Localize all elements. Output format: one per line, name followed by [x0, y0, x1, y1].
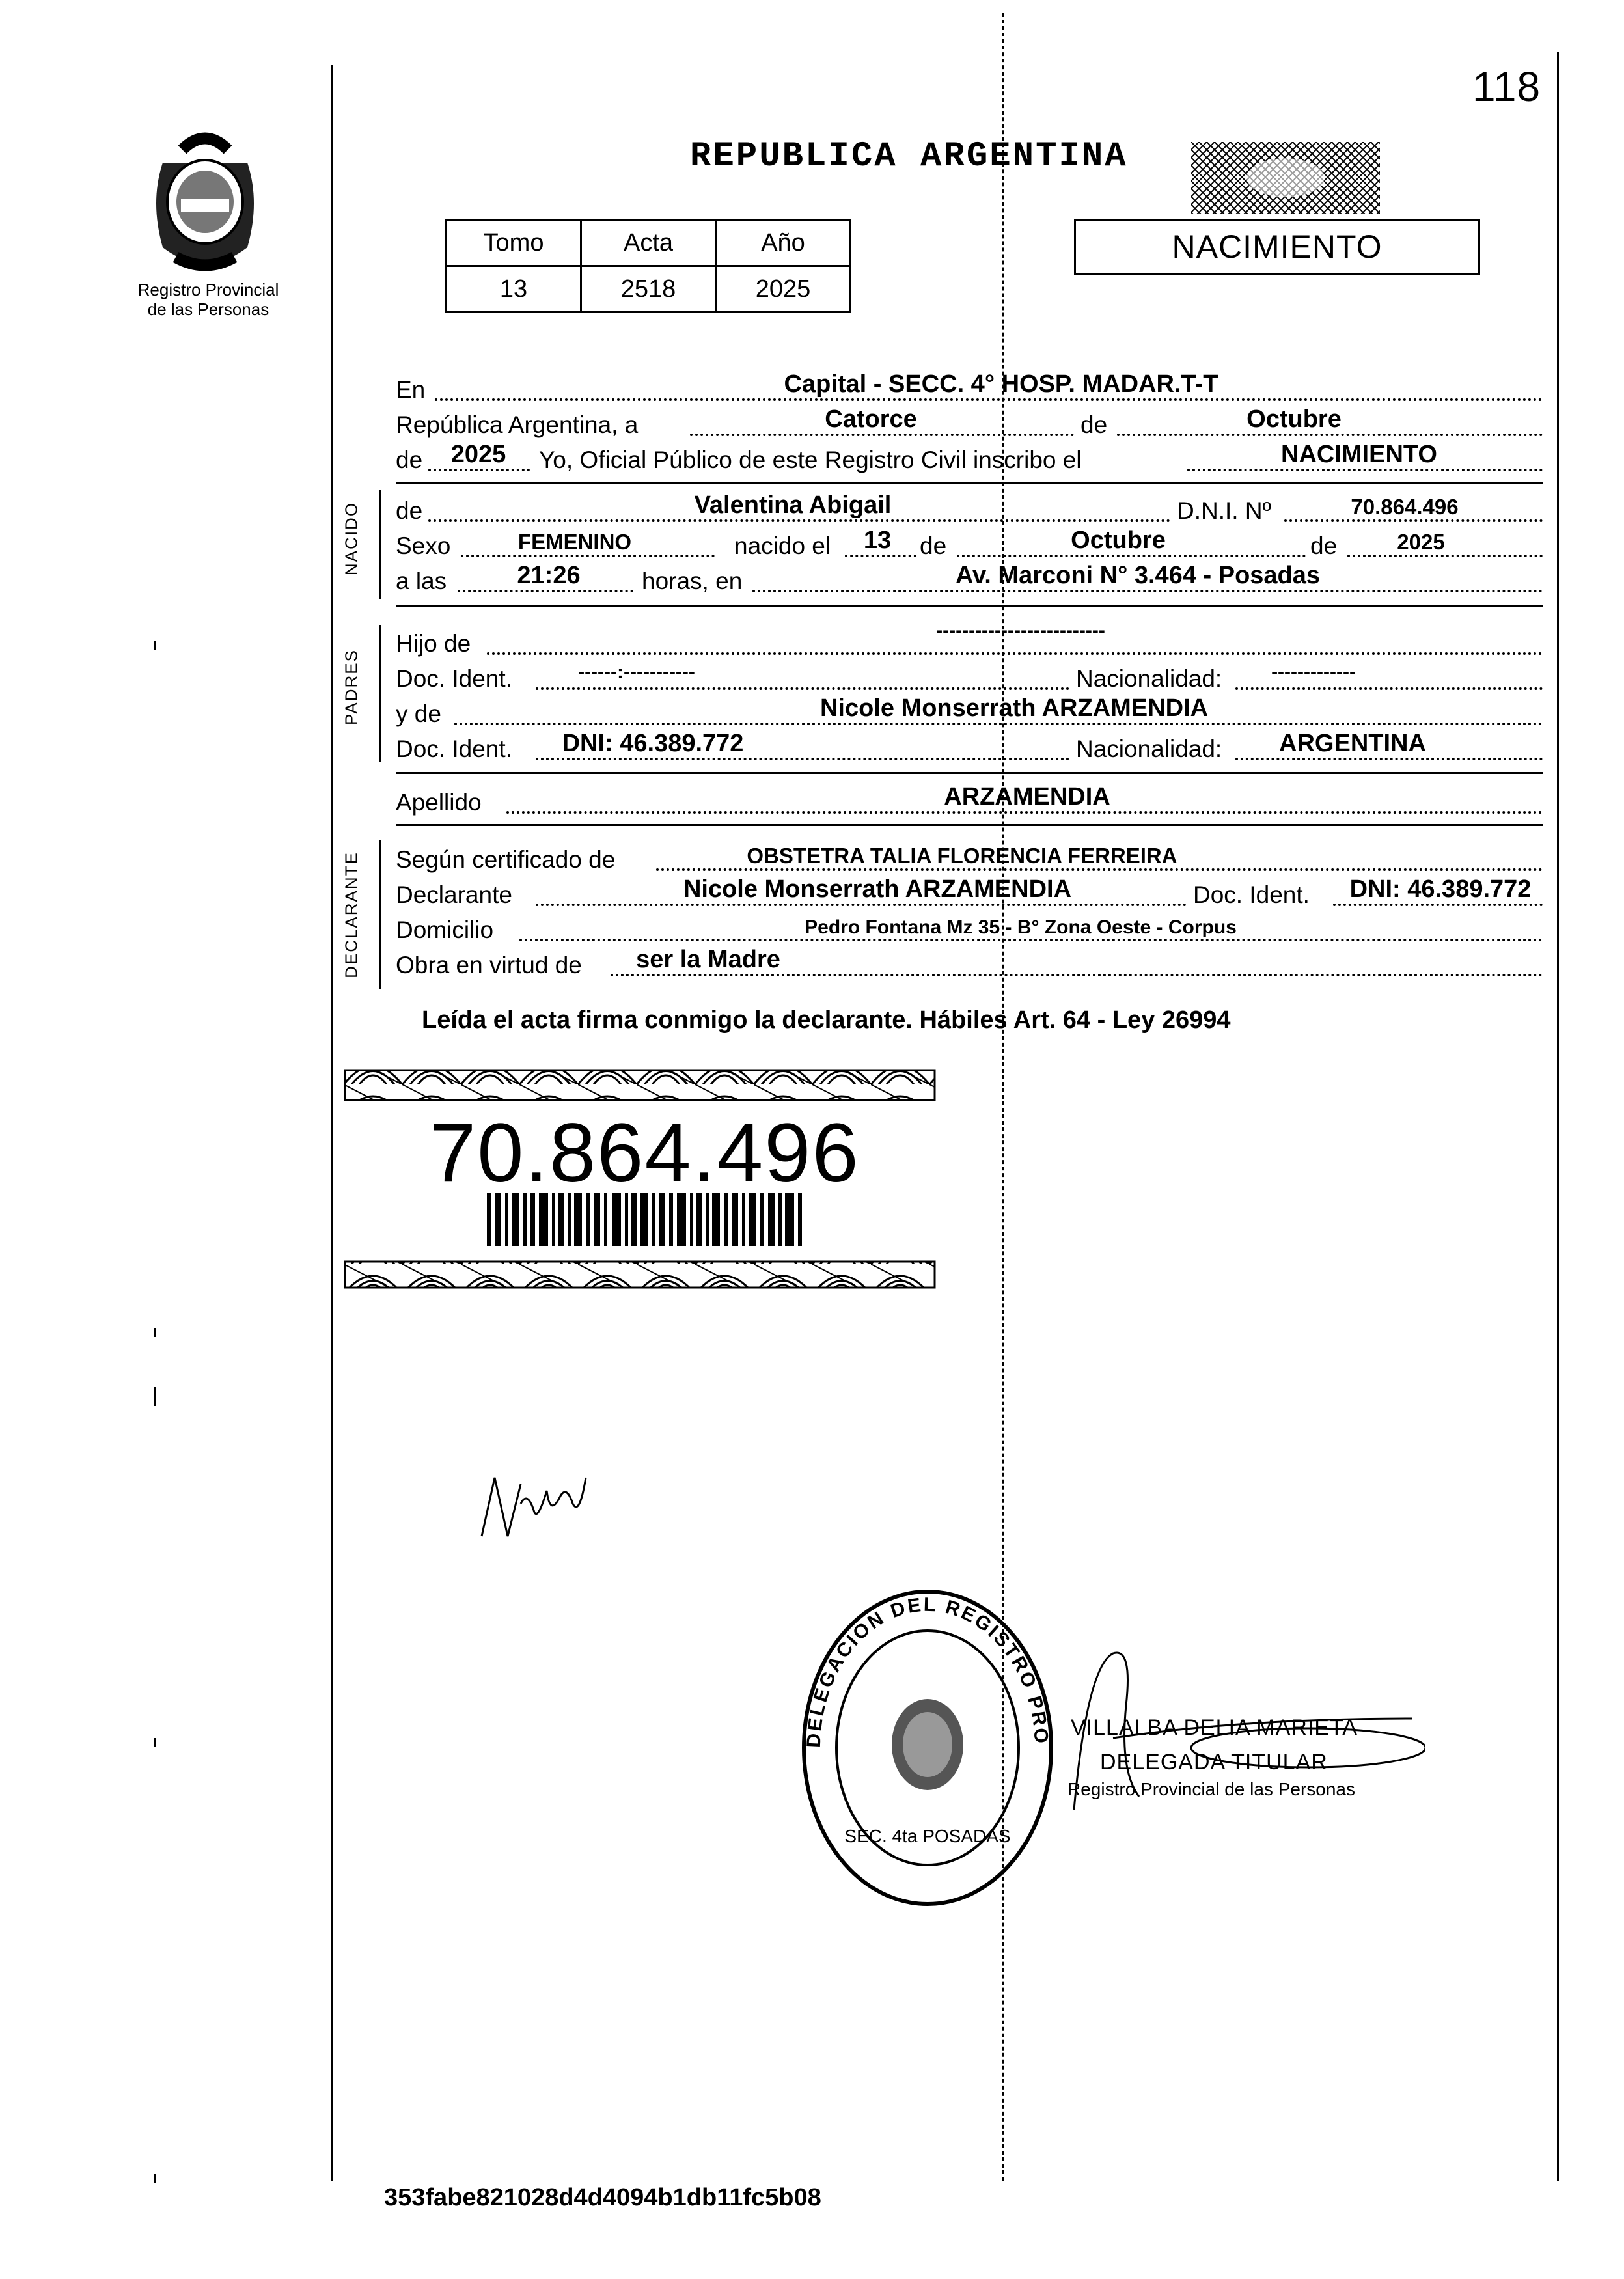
dotted-line — [845, 555, 916, 557]
row-obra — [396, 945, 1543, 982]
dotted-line — [1284, 519, 1543, 522]
de-label: de — [1080, 411, 1108, 438]
row-en — [396, 370, 1543, 406]
declarant-signature-icon — [475, 1465, 592, 1543]
dotted-line — [458, 590, 633, 592]
dotted-line — [1187, 469, 1543, 471]
acta-value: 2518 — [581, 266, 716, 312]
row-declarante — [396, 875, 1543, 911]
sexo-value: FEMENINO — [517, 530, 632, 554]
section-bar — [379, 840, 381, 989]
nacido-anio: 2025 — [1397, 530, 1445, 554]
nacido-label: nacido el — [734, 532, 831, 559]
hijo-label: Hijo de — [396, 630, 471, 657]
divider — [396, 605, 1543, 607]
nac2-label: Nacionalidad: — [1076, 736, 1222, 762]
row-domicilio — [396, 910, 1543, 946]
book-table-header-row — [447, 220, 851, 266]
divider — [396, 482, 1543, 484]
anio-value: 2025 — [716, 266, 851, 312]
acta-header: Acta — [581, 220, 716, 266]
certificado-value: OBSTETRA TALIA FLORENCIA FERREIRA — [747, 844, 1177, 868]
row-fecha — [396, 405, 1543, 441]
dotted-line — [454, 723, 1543, 725]
row-apellido — [396, 782, 1543, 819]
dotted-line — [1235, 687, 1543, 690]
dia-value: Catorce — [825, 406, 917, 433]
row-doc2 — [396, 729, 1543, 766]
dotted-line — [536, 758, 1069, 760]
book-table-value-row — [447, 266, 851, 312]
closing-text: Leída el acta firma conmigo la declarante. Hábiles Art. 64 - Ley 26994 — [422, 1006, 1231, 1034]
anio-value: 2025 — [450, 441, 506, 468]
inscribo-label: Yo, Oficial Público de este Registro Civil inscribo el — [539, 447, 1082, 473]
dotted-line — [519, 939, 1543, 941]
domicilio-value: Pedro Fontana Mz 35 - B° Zona Oeste - Corpus — [805, 917, 1237, 938]
tomo-value: 13 — [447, 266, 581, 312]
margin-mark — [154, 2174, 156, 2183]
row-hijo — [396, 620, 1543, 660]
dotted-line — [506, 811, 1543, 814]
official-org: Registro Provincial de las Personas — [1067, 1779, 1355, 1799]
nombre-label: de — [396, 497, 423, 524]
dotted-line — [435, 398, 1543, 401]
decl-doc-value: DNI: 46.389.772 — [1349, 876, 1532, 903]
country-title: REPUBLICA ARGENTINA — [690, 137, 1128, 176]
registry-name-line1: Registro Provincial — [137, 280, 279, 299]
hijo-value: -------------------------- — [936, 620, 1105, 641]
republica-label: República Argentina, a — [396, 411, 639, 438]
dotted-line — [428, 469, 530, 471]
nacido-dia: 13 — [863, 527, 892, 554]
row-doc1 — [396, 659, 1543, 695]
section-bar — [379, 625, 381, 762]
security-watermark-icon — [1191, 142, 1380, 214]
row-madre — [396, 694, 1543, 730]
dotted-line — [957, 555, 1306, 557]
dotted-line — [752, 590, 1543, 592]
sexo-label: Sexo — [396, 532, 451, 559]
horas-en-label: horas, en — [642, 568, 743, 594]
lugar-value: Av. Marconi N° 3.464 - Posadas — [955, 562, 1321, 589]
section-bar — [379, 490, 381, 599]
dni-label: D.N.I. Nº — [1177, 497, 1272, 524]
obra-value: ser la Madre — [636, 946, 780, 973]
dotted-line — [611, 974, 1543, 976]
dotted-line — [428, 519, 1170, 522]
dotted-line — [690, 434, 1074, 436]
dotted-line — [461, 555, 715, 557]
section-label-declarante: DECLARANTE — [341, 851, 361, 978]
margin-mark — [154, 1387, 156, 1406]
nac1-label: Nacionalidad: — [1076, 665, 1222, 692]
madre-value: Nicole Monserrath ARZAMENDIA — [819, 695, 1209, 722]
row-sexo — [396, 526, 1543, 562]
registry-name — [111, 280, 306, 319]
book-table — [445, 219, 851, 313]
registry-name-line2: de las Personas — [147, 299, 269, 319]
dotted-line — [536, 687, 1069, 690]
dni-value: 70.864.496 — [1351, 495, 1459, 519]
page-number: 118 — [1472, 63, 1541, 110]
mes-value: Octubre — [1246, 406, 1342, 433]
nac1-value: ------------- — [1271, 661, 1356, 683]
doc1-label: Doc. Ident. — [396, 665, 512, 692]
anio-prefix: de — [396, 447, 423, 473]
certificado-label: Según certificado de — [396, 846, 616, 873]
en-value: Capital - SECC. 4° HOSP. MADAR.T-T — [784, 370, 1218, 398]
divider — [396, 772, 1543, 774]
dotted-line — [487, 652, 1543, 655]
margin-mark — [154, 641, 156, 650]
tomo-header: Tomo — [447, 220, 581, 266]
row-certificado — [396, 840, 1543, 876]
decl-doc-label: Doc. Ident. — [1193, 881, 1310, 908]
doc2-label: Doc. Ident. — [396, 736, 512, 762]
hora-value: 21:26 — [517, 562, 581, 589]
en-label: En — [396, 376, 426, 403]
row-nombre — [396, 491, 1543, 527]
row-inscribo — [396, 440, 1543, 477]
nacido-de2: de — [1310, 532, 1338, 559]
dotted-line — [656, 868, 1543, 871]
divider — [396, 824, 1543, 826]
domicilio-label: Domicilio — [396, 917, 494, 943]
seal-center-text: SEC. 4ta POSADAS — [844, 1826, 1011, 1846]
right-margin-line — [1557, 52, 1559, 2181]
hora-label: a las — [396, 568, 447, 594]
footer-hash: 353fabe821028d4d4094b1db11fc5b08 — [384, 2184, 821, 2211]
obra-label: Obra en virtud de — [396, 952, 582, 978]
dotted-line — [1333, 904, 1543, 906]
apellido-value: ARZAMENDIA — [944, 783, 1110, 810]
row-hora — [396, 561, 1543, 598]
dotted-line — [1235, 758, 1543, 760]
section-label-padres: PADRES — [341, 649, 361, 725]
seal-text: DELEGACION DEL REGISTRO PRO — [803, 1594, 1053, 1748]
sticker-dni-number: 70.864.496 — [430, 1107, 860, 1200]
left-margin-line — [331, 65, 333, 2181]
inscribo-value: NACIMIENTO — [1281, 441, 1437, 468]
anio-header: Año — [716, 220, 851, 266]
dotted-line — [536, 904, 1187, 906]
dotted-line — [1347, 555, 1543, 557]
declarante-value: Nicole Monserrath ARZAMENDIA — [683, 876, 1072, 903]
nacido-de1: de — [920, 532, 947, 559]
official-seal-icon — [794, 1582, 1061, 1914]
official-title: DELEGADA TITULAR — [1100, 1750, 1328, 1775]
nacido-mes: Octubre — [1071, 527, 1166, 554]
record-type-box: NACIMIENTO — [1074, 219, 1480, 275]
provincia-emblem-icon — [137, 124, 273, 286]
yde-label: y de — [396, 700, 441, 727]
dotted-line — [1117, 434, 1543, 436]
doc1-value: ------:----------- — [578, 661, 695, 683]
doc2-value: DNI: 46.389.772 — [562, 730, 744, 757]
declarante-label: Declarante — [396, 881, 512, 908]
margin-mark — [154, 1328, 156, 1337]
nombre-value: Valentina Abigail — [694, 491, 892, 519]
section-label-nacido: NACIDO — [341, 501, 361, 576]
margin-mark — [154, 1738, 156, 1747]
nac2-value: ARGENTINA — [1279, 730, 1426, 757]
official-name: VILLALBA DELIA MARIETA — [1071, 1715, 1358, 1740]
apellido-label: Apellido — [396, 789, 482, 816]
